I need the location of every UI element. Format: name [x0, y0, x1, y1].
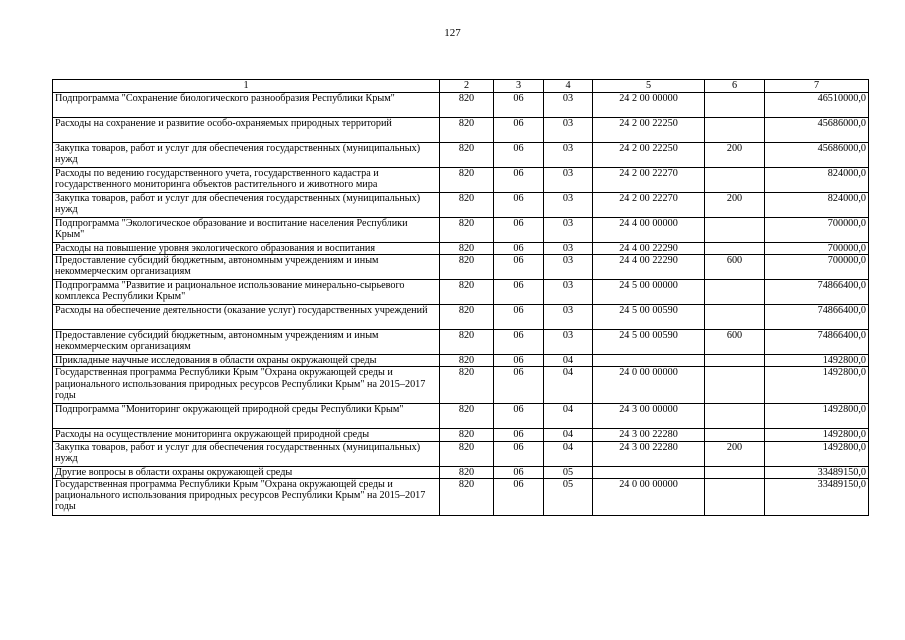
expense-type-code — [705, 478, 765, 515]
section-code: 06 — [494, 355, 544, 367]
table-row — [53, 168, 869, 193]
expense-type-code — [705, 466, 765, 478]
row-name: Предоставление субсидий бюджетным, автономным учреждениям и иным некоммерческим организациям — [53, 255, 440, 280]
ministry-code: 820 — [440, 118, 494, 143]
table-row — [53, 118, 869, 143]
target-article-code: 24 4 00 00000 — [593, 218, 705, 243]
section-code: 06 — [494, 441, 544, 466]
expense-type-code — [705, 243, 765, 255]
ministry-code: 820 — [440, 404, 494, 429]
row-name: Государственная программа Республики Крым "Охрана окружающей среды и рационального использования природных ресурсов Республики Крым" на 2015–2017 годы — [53, 367, 440, 404]
row-name: Подпрограмма "Сохранение биологического разнообразия Республики Крым" — [53, 93, 440, 118]
subsection-code: 04 — [544, 429, 593, 441]
table-row — [53, 243, 869, 255]
target-article-code: 24 0 00 00000 — [593, 478, 705, 515]
table-row — [53, 466, 869, 478]
subsection-code: 03 — [544, 305, 593, 330]
table-header-row — [53, 80, 869, 93]
expense-type-code — [705, 218, 765, 243]
row-name: Расходы на обеспечение деятельности (оказание услуг) государственных учреждений — [53, 305, 440, 330]
table-row — [53, 429, 869, 441]
row-name: Другие вопросы в области охраны окружающей среды — [53, 466, 440, 478]
ministry-code: 820 — [440, 330, 494, 355]
expense-type-code — [705, 404, 765, 429]
subsection-code: 03 — [544, 330, 593, 355]
subsection-code: 03 — [544, 118, 593, 143]
section-code: 06 — [494, 143, 544, 168]
target-article-code: 24 4 00 22290 — [593, 243, 705, 255]
subsection-code: 04 — [544, 355, 593, 367]
expense-type-code — [705, 429, 765, 441]
ministry-code: 820 — [440, 441, 494, 466]
expense-type-code — [705, 355, 765, 367]
amount: 33489150,0 — [765, 466, 869, 478]
section-code: 06 — [494, 305, 544, 330]
ministry-code: 820 — [440, 305, 494, 330]
target-article-code — [593, 466, 705, 478]
amount: 74866400,0 — [765, 305, 869, 330]
target-article-code: 24 0 00 00000 — [593, 367, 705, 404]
amount: 824000,0 — [765, 193, 869, 218]
expense-type-code: 200 — [705, 143, 765, 168]
amount: 1492800,0 — [765, 441, 869, 466]
section-code: 06 — [494, 404, 544, 429]
ministry-code: 820 — [440, 218, 494, 243]
subsection-code: 03 — [544, 168, 593, 193]
target-article-code: 24 5 00 00000 — [593, 280, 705, 305]
section-code: 06 — [494, 218, 544, 243]
target-article-code: 24 4 00 22290 — [593, 255, 705, 280]
table-row — [53, 255, 869, 280]
ministry-code: 820 — [440, 280, 494, 305]
amount: 700000,0 — [765, 255, 869, 280]
table-row — [53, 355, 869, 367]
row-name: Подпрограмма "Мониторинг окружающей природной среды Республики Крым" — [53, 404, 440, 429]
target-article-code: 24 2 00 22250 — [593, 143, 705, 168]
ministry-code: 820 — [440, 466, 494, 478]
amount: 1492800,0 — [765, 404, 869, 429]
ministry-code: 820 — [440, 478, 494, 515]
target-article-code: 24 3 00 22280 — [593, 429, 705, 441]
target-article-code: 24 3 00 22280 — [593, 441, 705, 466]
amount: 74866400,0 — [765, 280, 869, 305]
target-article-code: 24 5 00 00590 — [593, 305, 705, 330]
column-header: 4 — [544, 80, 593, 93]
section-code: 06 — [494, 193, 544, 218]
subsection-code: 05 — [544, 466, 593, 478]
section-code: 06 — [494, 466, 544, 478]
column-header: 6 — [705, 80, 765, 93]
amount: 1492800,0 — [765, 367, 869, 404]
target-article-code: 24 3 00 00000 — [593, 404, 705, 429]
target-article-code — [593, 355, 705, 367]
ministry-code: 820 — [440, 429, 494, 441]
column-header: 3 — [494, 80, 544, 93]
expense-type-code: 600 — [705, 255, 765, 280]
ministry-code: 820 — [440, 93, 494, 118]
table-row — [53, 193, 869, 218]
table-row — [53, 218, 869, 243]
subsection-code: 03 — [544, 93, 593, 118]
table-row — [53, 478, 869, 515]
table-row — [53, 305, 869, 330]
amount: 33489150,0 — [765, 478, 869, 515]
subsection-code: 03 — [544, 143, 593, 168]
amount: 700000,0 — [765, 218, 869, 243]
target-article-code: 24 2 00 00000 — [593, 93, 705, 118]
table-row — [53, 280, 869, 305]
expense-type-code — [705, 93, 765, 118]
ministry-code: 820 — [440, 143, 494, 168]
ministry-code: 820 — [440, 367, 494, 404]
amount: 824000,0 — [765, 168, 869, 193]
row-name: Подпрограмма "Развитие и рациональное использование минерально-сырьевого комплекса Республики Крым" — [53, 280, 440, 305]
expense-type-code — [705, 168, 765, 193]
section-code: 06 — [494, 255, 544, 280]
row-name: Расходы на осуществление мониторинга окружающей природной среды — [53, 429, 440, 441]
column-header: 5 — [593, 80, 705, 93]
section-code: 06 — [494, 118, 544, 143]
expense-type-code — [705, 118, 765, 143]
ministry-code: 820 — [440, 243, 494, 255]
ministry-code: 820 — [440, 355, 494, 367]
amount: 45686000,0 — [765, 118, 869, 143]
expense-type-code: 600 — [705, 330, 765, 355]
amount: 46510000,0 — [765, 93, 869, 118]
section-code: 06 — [494, 168, 544, 193]
section-code: 06 — [494, 243, 544, 255]
section-code: 06 — [494, 478, 544, 515]
amount: 1492800,0 — [765, 429, 869, 441]
target-article-code: 24 2 00 22270 — [593, 168, 705, 193]
target-article-code: 24 2 00 22270 — [593, 193, 705, 218]
amount: 700000,0 — [765, 243, 869, 255]
section-code: 06 — [494, 367, 544, 404]
table-row — [53, 143, 869, 168]
table-row — [53, 330, 869, 355]
subsection-code: 03 — [544, 193, 593, 218]
section-code: 06 — [494, 280, 544, 305]
amount: 45686000,0 — [765, 143, 869, 168]
row-name: Государственная программа Республики Крым "Охрана окружающей среды и рационального использования природных ресурсов Республики Крым" на 2015–2017 годы — [53, 478, 440, 515]
page-number: 127 — [444, 27, 461, 39]
expense-type-code: 200 — [705, 441, 765, 466]
row-name: Расходы на сохранение и развитие особо-охраняемых природных территорий — [53, 118, 440, 143]
table-row — [53, 404, 869, 429]
row-name: Подпрограмма "Экологическое образование и воспитание населения Республики Крым" — [53, 218, 440, 243]
section-code: 06 — [494, 330, 544, 355]
budget-table — [52, 79, 869, 516]
row-name: Расходы по ведению государственного учета, государственного кадастра и государственного мониторинга объектов растительного и животного мира — [53, 168, 440, 193]
table-row — [53, 93, 869, 118]
subsection-code: 04 — [544, 441, 593, 466]
row-name: Закупка товаров, работ и услуг для обеспечения государственных (муниципальных) нужд — [53, 143, 440, 168]
ministry-code: 820 — [440, 168, 494, 193]
row-name: Закупка товаров, работ и услуг для обеспечения государственных (муниципальных) нужд — [53, 441, 440, 466]
column-header: 2 — [440, 80, 494, 93]
row-name: Предоставление субсидий бюджетным, автономным учреждениям и иным некоммерческим организациям — [53, 330, 440, 355]
row-name: Прикладные научные исследования в области охраны окружающей среды — [53, 355, 440, 367]
table-row — [53, 367, 869, 404]
amount: 74866400,0 — [765, 330, 869, 355]
table-row — [53, 441, 869, 466]
subsection-code: 05 — [544, 478, 593, 515]
ministry-code: 820 — [440, 255, 494, 280]
amount: 1492800,0 — [765, 355, 869, 367]
target-article-code: 24 5 00 00590 — [593, 330, 705, 355]
subsection-code: 03 — [544, 280, 593, 305]
subsection-code: 03 — [544, 243, 593, 255]
subsection-code: 03 — [544, 218, 593, 243]
expense-type-code: 200 — [705, 193, 765, 218]
ministry-code: 820 — [440, 193, 494, 218]
expense-type-code — [705, 280, 765, 305]
target-article-code: 24 2 00 22250 — [593, 118, 705, 143]
section-code: 06 — [494, 429, 544, 441]
expense-type-code — [705, 305, 765, 330]
section-code: 06 — [494, 93, 544, 118]
subsection-code: 04 — [544, 367, 593, 404]
row-name: Расходы на повышение уровня экологического образования и воспитания — [53, 243, 440, 255]
subsection-code: 03 — [544, 255, 593, 280]
subsection-code: 04 — [544, 404, 593, 429]
column-header: 7 — [765, 80, 869, 93]
column-header: 1 — [53, 80, 440, 93]
row-name: Закупка товаров, работ и услуг для обеспечения государственных (муниципальных) нужд — [53, 193, 440, 218]
expense-type-code — [705, 367, 765, 404]
